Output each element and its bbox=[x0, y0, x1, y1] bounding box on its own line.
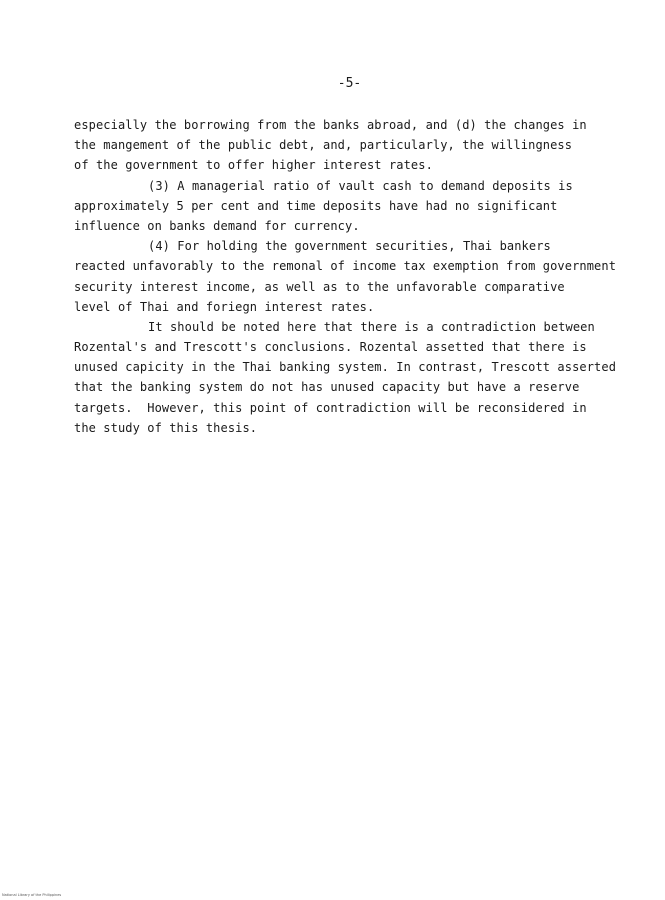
text-line: (3) A managerial ratio of vault cash to demand deposits is bbox=[148, 178, 573, 193]
text-line: reacted unfavorably to the remonal of income tax exemption from government bbox=[74, 259, 617, 274]
text-line: the mangement of the public debt, and, particularly, the willingness bbox=[74, 138, 573, 153]
text-line: influence on banks demand for currency. bbox=[74, 218, 360, 233]
text-line: security interest income, as well as to the unfavorable comparative bbox=[74, 279, 565, 294]
text-line: targets. However, this point of contradiction will be reconsidered in bbox=[74, 400, 587, 415]
paragraph bbox=[74, 236, 634, 317]
text-line: Rozental's and Trescott's conclusions. Rozental assetted that there is bbox=[74, 340, 587, 355]
paragraph bbox=[74, 115, 634, 176]
footer-source: National Library of the Philippines bbox=[2, 893, 62, 897]
body-text bbox=[74, 115, 634, 438]
text-line: of the government to offer higher interest rates. bbox=[74, 158, 433, 173]
paragraph bbox=[74, 317, 634, 438]
text-line: the study of this thesis. bbox=[74, 420, 258, 435]
text-line: (4) For holding the government securities, Thai bankers bbox=[148, 239, 551, 254]
text-line: unused capicity in the Thai banking system. In contrast, Trescott asserted bbox=[74, 360, 617, 375]
paragraph bbox=[74, 176, 634, 237]
text-line: level of Thai and foriegn interest rates. bbox=[74, 299, 375, 314]
text-line: approximately 5 per cent and time deposits have had no significant bbox=[74, 198, 558, 213]
text-line: It should be noted here that there is a contradiction between bbox=[148, 319, 595, 334]
text-line: that the banking system do not has unused capacity but have a reserve bbox=[74, 380, 580, 395]
text-line: especially the borrowing from the banks abroad, and (d) the changes in bbox=[74, 118, 587, 132]
page-number: -5- bbox=[337, 76, 362, 91]
